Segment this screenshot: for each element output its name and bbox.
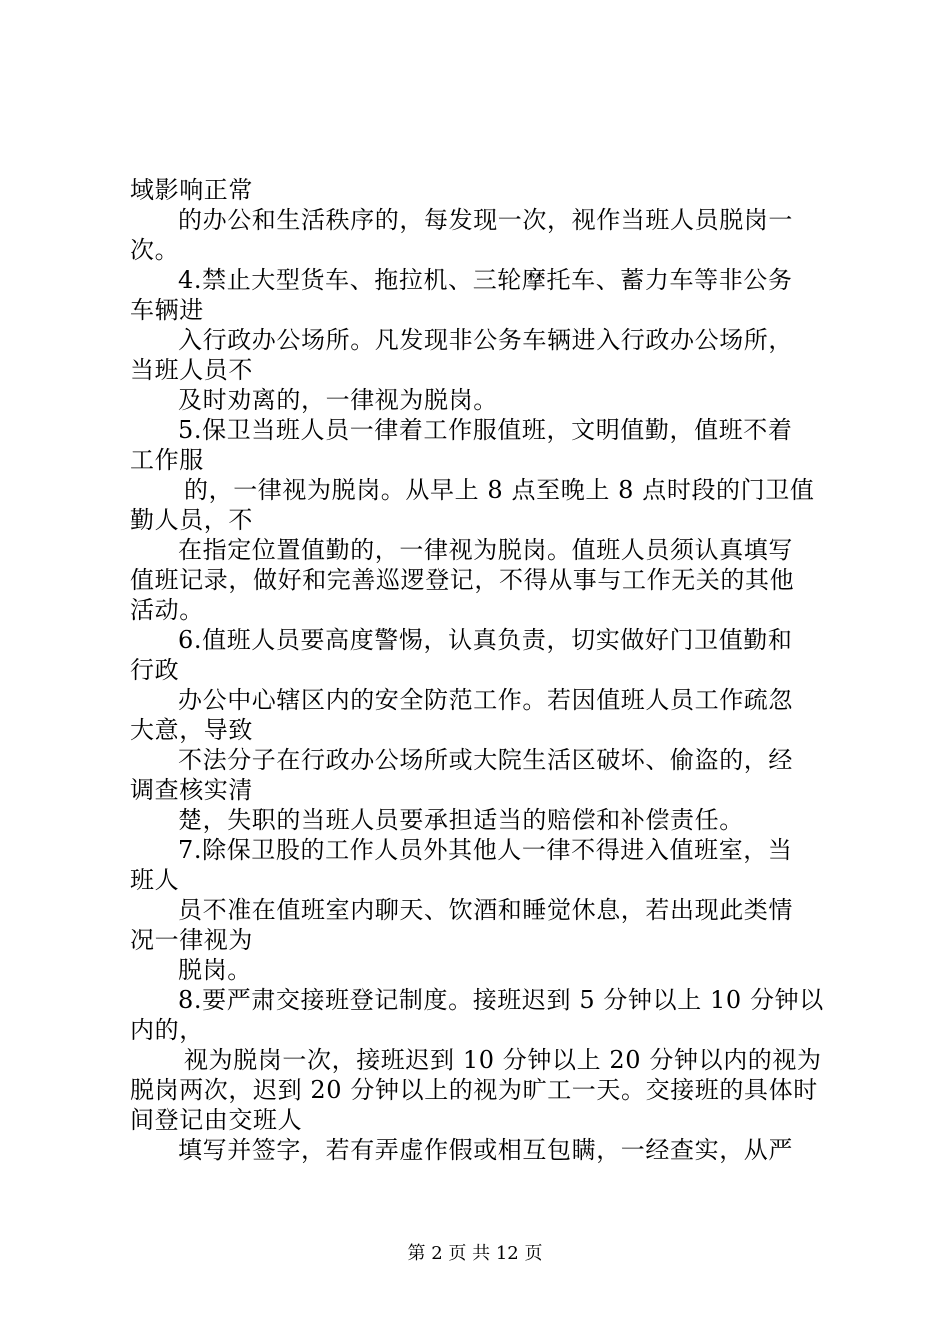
text-line: 班人: [130, 866, 180, 894]
text-line: 5.保卫当班人员一律着工作服值班，文明值勤，值班不着: [178, 416, 793, 444]
text-line: 大意，导致: [130, 716, 253, 744]
text-line: 域影响正常: [130, 176, 253, 204]
text-line: 内的，: [130, 1016, 204, 1044]
text-line: 脱岗。: [178, 956, 252, 984]
text-line: 员不准在值班室内聊天、饮酒和睡觉休息，若出现此类情: [178, 896, 793, 924]
text-line: 调查核实清: [130, 776, 253, 804]
text-line: 视为脱岗一次，接班迟到 10 分钟以上 20 分钟以内的视为: [184, 1046, 822, 1074]
text-line: 6.值班人员要高度警惕，认真负责，切实做好门卫值勤和: [178, 626, 793, 654]
text-line: 7.除保卫股的工作人员外其他人一律不得进入值班室，当: [178, 836, 793, 864]
text-line: 在指定位置值勤的，一律视为脱岗。值班人员须认真填写: [178, 536, 793, 564]
text-line: 次。: [130, 236, 180, 264]
text-line: 及时劝离的，一律视为脱岗。: [178, 386, 498, 414]
text-line: 脱岗两次，迟到 20 分钟以上的视为旷工一天。交接班的具体时: [130, 1076, 818, 1104]
text-line: 的，一律视为脱岗。从早上 8 点至晚上 8 点时段的门卫值: [184, 476, 815, 504]
text-line: 当班人员不: [130, 356, 253, 384]
text-line: 况一律视为: [130, 926, 253, 954]
text-line: 行政: [130, 656, 180, 684]
text-line: 楚，失职的当班人员要承担适当的赔偿和补偿责任。: [178, 806, 744, 834]
text-line: 4.禁止大型货车、拖拉机、三轮摩托车、蓄力车等非公务: [178, 266, 793, 294]
text-line: 8.要严肃交接班登记制度。接班迟到 5 分钟以上 10 分钟以: [178, 986, 824, 1014]
text-line: 入行政办公场所。凡发现非公务车辆进入行政办公场所，: [178, 326, 793, 354]
text-line: 的办公和生活秩序的，每发现一次，视作当班人员脱岗一: [178, 206, 793, 234]
text-line: 车辆进: [130, 296, 204, 324]
text-line: 活动。: [130, 596, 204, 624]
text-line: 间登记由交班人: [130, 1106, 303, 1134]
text-line: 不法分子在行政办公场所或大院生活区破坏、偷盗的，经: [178, 746, 793, 774]
document-body: [130, 175, 830, 1165]
text-line: 填写并签字，若有弄虚作假或相互包瞒，一经查实，从严: [178, 1136, 793, 1164]
page-number-footer: 第 2 页 共 12 页: [407, 1243, 543, 1264]
text-line: 勤人员，不: [130, 506, 253, 534]
text-line: 工作服: [130, 446, 204, 474]
text-line: 办公中心辖区内的安全防范工作。若因值班人员工作疏忽: [178, 686, 793, 714]
text-line: 值班记录，做好和完善巡逻登记，不得从事与工作无关的其他: [130, 566, 795, 594]
